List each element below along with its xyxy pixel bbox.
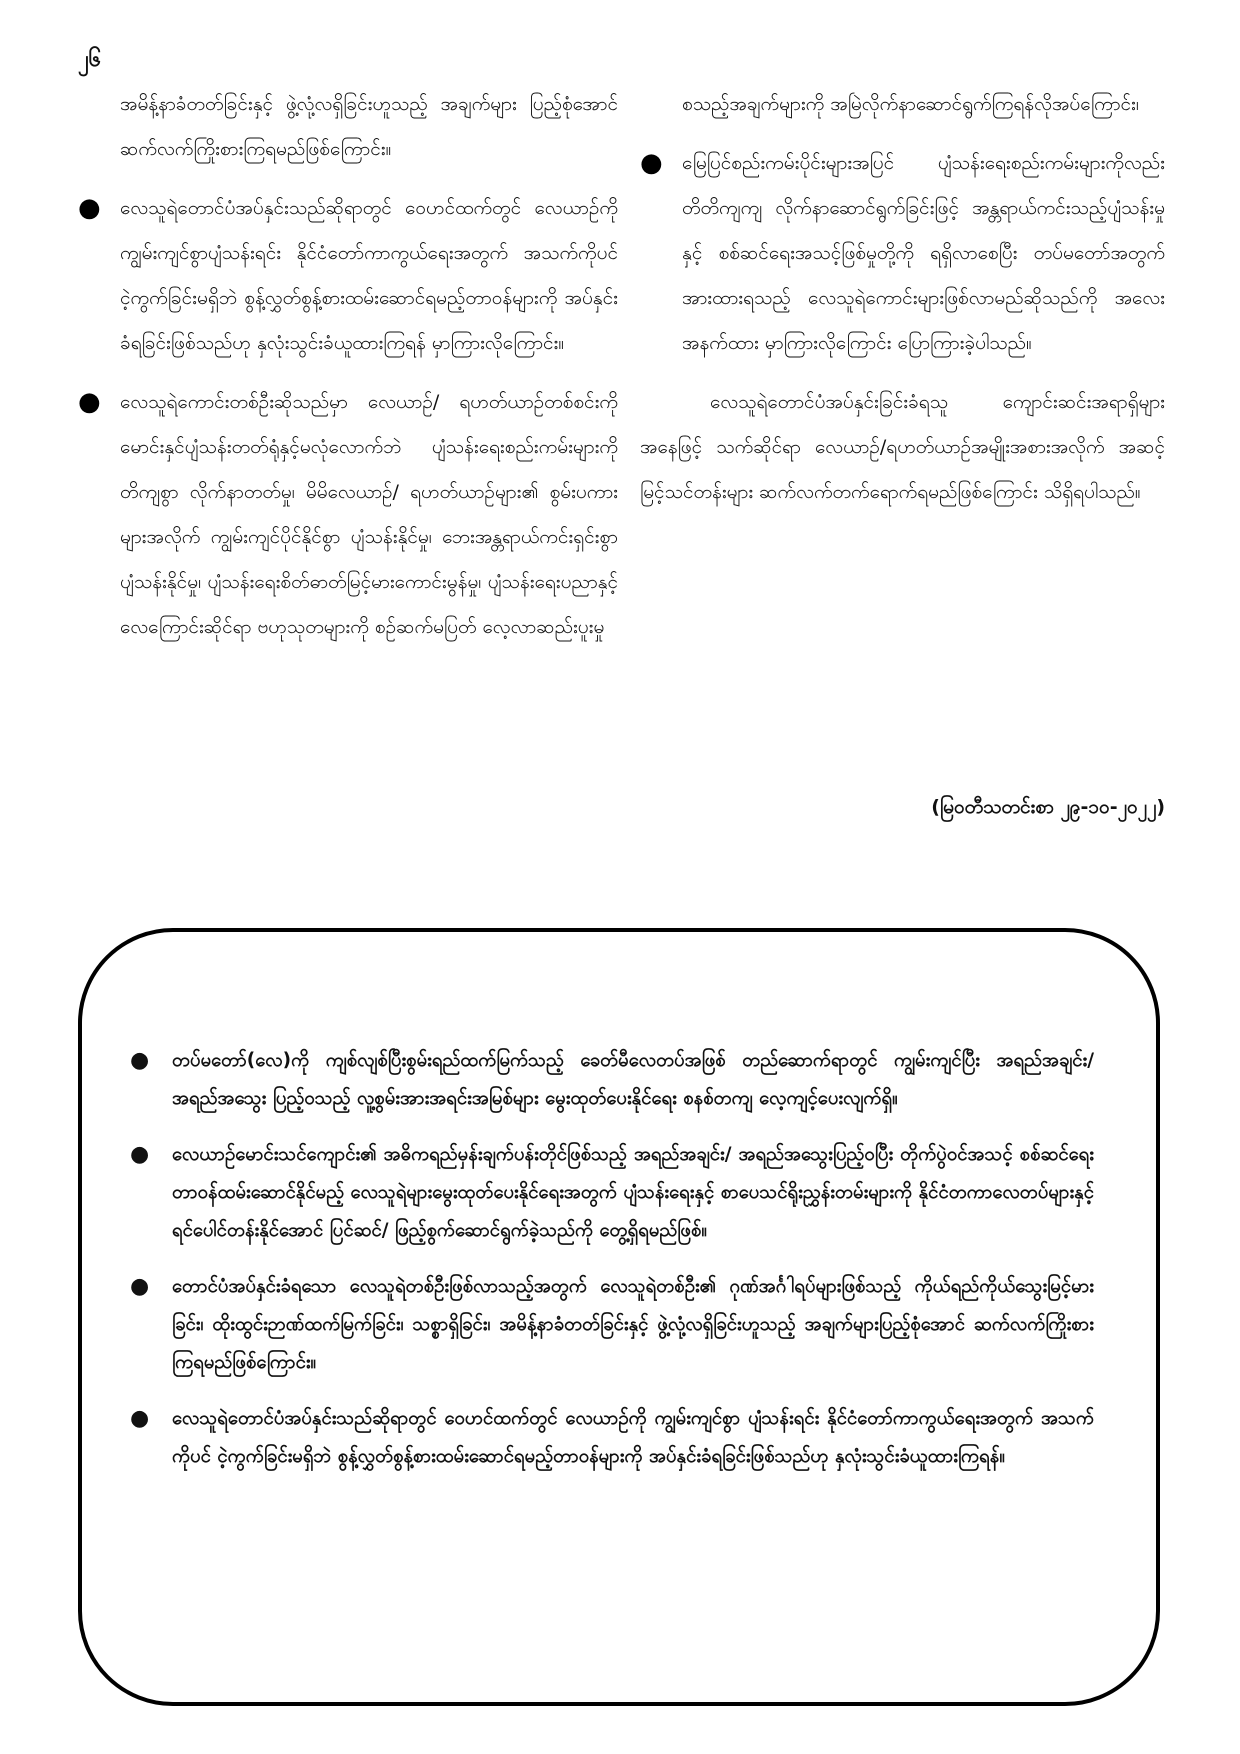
left-bullet-item (78, 186, 618, 366)
bullet-icon: ● (130, 1274, 150, 1299)
right-continuation-text: စသည့်အချက်များကို အမြဲလိုက်နာဆောင်ရွက်ကြရန်လိုအပ်ကြောင်း၊ (682, 93, 1139, 115)
left-continuation-text: အမိန့်နာခံတတ်ခြင်းနှင့် ဖွဲ့လုံ့လရှိခြင်းဟူသည့် အချက်များ ပြည့်စုံအောင် ဆက်လက်ကြိုးစားကြရမည်ဖြစ်ကြောင်း။ (120, 93, 618, 160)
bullet-icon: ● (78, 387, 101, 417)
summary-item-text: လေသူရဲတောင်ပံအပ်နှင်းသည်ဆိုရာတွင် ဝေဟင်ထက်တွင် လေယာဉ်ကို ကျွမ်းကျင်စွာ ပျံသန်းရင်း နိုင်ငံတော်ကာကွယ်ရေးအတွက် အသက်ကိုပင် ငဲ့ကွက်ခြင်းမရှိဘဲ စွန့်လွှတ်စွန့်စားထမ်းဆောင်ရမည့်တာဝန်များကို အပ်နှင်းခံရခြင်းဖြစ်သည်ဟု နှလုံးသွင်းခံယူထားကြရန်။ (172, 1408, 1094, 1467)
summary-list (130, 1042, 1094, 1494)
summary-item (130, 1042, 1094, 1118)
bullet-icon: ● (78, 193, 101, 223)
left-bullet-text: လေသူရဲတောင်ပံအပ်နှင်းသည်ဆိုရာတွင် ဝေဟင်ထက်တွင် လေယာဉ်ကို ကျွမ်းကျင်စွာပျံသန်းရင်း နိုင်ငံတော်ကာကွယ်ရေးအတွက် အသက်ကိုပင် ငဲ့ကွက်ခြင်းမရှိဘဲ စွန့်လွှတ်စွန့်စားထမ်းဆောင်ရမည့်တာဝန်များကို အပ်နှင်းခံရခြင်းဖြစ်သည်ဟု နှလုံးသွင်းခံယူထားကြရန် မှာကြားလိုကြောင်း။ (120, 197, 618, 354)
bullet-icon: ● (130, 1048, 150, 1073)
summary-item-text: လေယာဉ်မောင်းသင်ကျောင်း၏ အဓိကရည်မှန်းချက်ပန်းတိုင်ဖြစ်သည့် အရည်အချင်း/ အရည်အသွေးပြည့်ဝပြီး တိုက်ပွဲဝင်အသင့် စစ်ဆင်ရေးတာဝန်ထမ်းဆောင်နိုင်မည့် လေသူရဲများမွေးထုတ်ပေးနိုင်ရေးအတွက် ပျံသန်းရေးနှင့် စာပေသင်ရိုးညွှန်းတမ်းများကို နိုင်ငံတကာလေတပ်များနှင့် ရင်ပေါင်တန်းနိုင်အောင် ပြင်ဆင်/ ဖြည့်စွက်ဆောင်ရွက်ခဲ့သည်ကို တွေ့ရှိရမည်ဖြစ်။ (172, 1144, 1094, 1241)
summary-box (78, 928, 1160, 1706)
summary-item (130, 1400, 1094, 1476)
bullet-icon: ● (640, 148, 663, 178)
left-bullet-text: လေသူရဲကောင်းတစ်ဦးဆိုသည်မှာ လေယာဉ်/ ရဟတ်ယာဉ်တစ်စင်းကို မောင်းနှင်ပျံသန်းတတ်ရုံနှင့်မလုံလောက်ဘဲ ပျံသန်းရေးစည်းကမ်းများကို တိကျစွာ လိုက်နာတတ်မှု၊ မိမိလေယာဉ်/ ရဟတ်ယာဉ်များ၏ စွမ်းပကားများအလိုက် ကျွမ်းကျင်ပိုင်နိုင်စွာ ပျံသန်းနိုင်မှု၊ ဘေးအန္တရာယ်ကင်းရှင်းစွာပျံသန်းနိုင်မှု၊ ပျံသန်းရေးစိတ်ဓာတ်မြင့်မားကောင်းမွန်မှု၊ ပျံသန်းရေးပညာနှင့် လေကြောင်းဆိုင်ရာ ဗဟုသုတများကို စဉ်ဆက်မပြတ် လေ့လာဆည်းပူးမှု (120, 391, 618, 638)
left-column (78, 82, 618, 664)
bullet-icon: ● (130, 1406, 150, 1431)
right-column (640, 82, 1165, 515)
source-citation: (မြဝတီသတင်းစာ ၂၉-၁၀-၂၀၂၂) (931, 796, 1165, 818)
summary-item (130, 1268, 1094, 1382)
right-paragraph: လေသူရဲတောင်ပံအပ်နှင်းခြင်းခံရသူ ကျောင်းဆင်းအရာရှိများအနေဖြင့် သက်ဆိုင်ရာ လေယာဉ်/ရဟတ်ယာဉ်အမျိုးအစားအလိုက် အဆင့်မြင့်သင်တန်းများ ဆက်လက်တက်ရောက်ရမည်ဖြစ်ကြောင်း သိရှိရပါသည်။ (640, 391, 1165, 503)
left-bullet-item (78, 380, 618, 650)
right-bullet-item (640, 141, 1165, 366)
summary-item (130, 1136, 1094, 1250)
summary-item-text: တောင်ပံအပ်နှင်းခံရသော လေသူရဲတစ်ဦးဖြစ်လာသည့်အတွက် လေသူရဲတစ်ဦး၏ ဂုဏ်အင်္ဂါရပ်များဖြစ်သည့် ကိုယ်ရည်ကိုယ်သွေးမြင့်မားခြင်း၊ ထိုးထွင်းဉာဏ်ထက်မြက်ခြင်း၊ သစ္စာရှိခြင်း၊ အမိန့်နာခံတတ်ခြင်းနှင့် ဖွဲ့လုံ့လရှိခြင်းဟူသည့် အချက်များပြည့်စုံအောင် ဆက်လက်ကြိုးစားကြရမည်ဖြစ်ကြောင်း။ (172, 1276, 1094, 1373)
bullet-icon: ● (130, 1142, 150, 1167)
summary-item-text: တပ်မတော်(လေ)ကို ကျစ်လျစ်ပြီးစွမ်းရည်ထက်မြက်သည့် ခေတ်မီလေတပ်အဖြစ် တည်ဆောက်ရာတွင် ကျွမ်းကျင်ပြီး အရည်အချင်း/အရည်အသွေး ပြည့်ဝသည့် လူ့စွမ်းအားအရင်းအမြစ်များ မွေးထုတ်ပေးနိုင်ရေး စနစ်တကျ လေ့ကျင့်ပေးလျက်ရှိ။ (172, 1050, 1094, 1109)
page-number: ၂၆ (78, 47, 102, 72)
right-bullet-text: မြေပြင်စည်းကမ်းပိုင်းများအပြင် ပျံသန်းရေးစည်းကမ်းများကိုလည်း တိတိကျကျ လိုက်နာဆောင်ရွက်ခြင်းဖြင့် အန္တရာယ်ကင်းသည့်ပျံသန်းမှုနှင့် စစ်ဆင်ရေးအသင့်ဖြစ်မှုတို့ကို ရရှိလာစေပြီး တပ်မတော်အတွက် အားထားရသည့် လေသူရဲကောင်းများဖြစ်လာမည်ဆိုသည်ကို အလေးအနက်ထား မှာကြားလိုကြောင်း ပြောကြားခဲ့ပါသည်။ (682, 152, 1165, 354)
